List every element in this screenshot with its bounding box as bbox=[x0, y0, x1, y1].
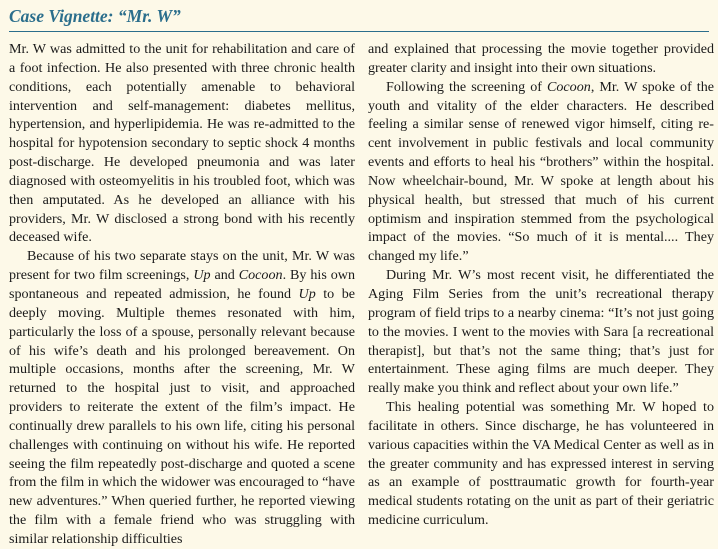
paragraph-recent-visit: During Mr. W’s most recent visit, he differentiated the Aging Film Series from the unit’s recreational therapy program of field trips to a nearby cinema: “It’s not just going to the movies. I went to the movies with Sara [a recreational therapist], but that’s not the same thing; that’s just for entertainment. These aging films are much deeper. They really make you think and reflect about your own life.” bbox=[368, 267, 714, 397]
vignette-body bbox=[9, 40, 714, 547]
left-column bbox=[9, 40, 355, 549]
vignette-title: Case Vignette: “Mr. W” bbox=[9, 6, 181, 26]
paragraph-continuation: and explained that processing the movie together provided greater clarity and insight into their own situations. bbox=[368, 41, 714, 76]
film-title-up: Up bbox=[298, 285, 316, 302]
film-title-cocoon: Cocoon bbox=[546, 78, 591, 95]
right-column bbox=[368, 40, 714, 530]
film-title-cocoon: Cocoon bbox=[238, 267, 283, 284]
paragraph-text: Following the screening of bbox=[386, 78, 547, 95]
title-divider bbox=[9, 31, 709, 32]
paragraph-healing-potential: This healing potential was something Mr. W hoped to facilitate in others. Since discharge, he has volunteered in various capacities within the VA Medical Center as well as in the greater community and has expressed interest in serving as an example of posttraumatic growth for fourth-year medical students rotating on the unit as part of their geriatric medicine curriculum. bbox=[368, 399, 714, 529]
paragraph-text: . By his own spontaneous and repeated admission, he found bbox=[9, 267, 355, 302]
paragraph-admission: Mr. W was admitted to the unit for rehabilitation and care of a foot infection. He also presented with three chronic health conditions, each potentially amenable to behavioral intervention and self-management: diabetes mellitus, hypertension, and hyperlipidemia. He was re-admitted to the hospital for hypotension secondary to septic shock 4 months post-discharge. He developed pneumonia and was later diagnosed with osteomyelitis in his troubled foot, which was then amputated. As he developed an alliance with his providers, Mr. W disclosed a strong bond with his recently deceased wife. bbox=[9, 41, 355, 246]
film-title-up: Up bbox=[193, 267, 211, 284]
paragraph-text: to be deeply moving. Multiple themes resonated with him, particularly the loss of a spouse, personally relevant because of his wife’s death and his prolonged bereavement. On multiple occasions, months after the screening, Mr. W returned to the hospital just to visit, and approached providers to reiterate the extent of the film’s impact. He continually drew parallels to his own life, citing his personal challenges with continuing on without his wife. He reported seeing the film repeatedly post-discharge and quoted a scene from the film in which the widower was encouraged to “have new adventures.” When queried further, he reported viewing the film with a female friend who was struggling with similar relationship difficulties bbox=[9, 285, 355, 547]
paragraph-text: Because of his two separate stays on the unit, Mr. W was present for two film screenings, bbox=[9, 248, 355, 284]
paragraph-film-screenings bbox=[9, 247, 355, 549]
paragraph-text: , Mr. W spoke of the youth and vitality of the elder characters. He described feeling a similar sense of renewed vigor himself, citing recent involvement in public festivals and local community events and efforts to heal his “brothers” within the hospital. Now wheelchair-bound, Mr. W spoke at length about his physical health, but stressed that much of his current optimism and inspiration stemmed from the psychological impact of the movies. “So much of it is mental.... They changed my life.” bbox=[368, 78, 714, 265]
paragraph-text: and bbox=[210, 267, 239, 284]
paragraph-cocoon-screening bbox=[368, 78, 714, 266]
